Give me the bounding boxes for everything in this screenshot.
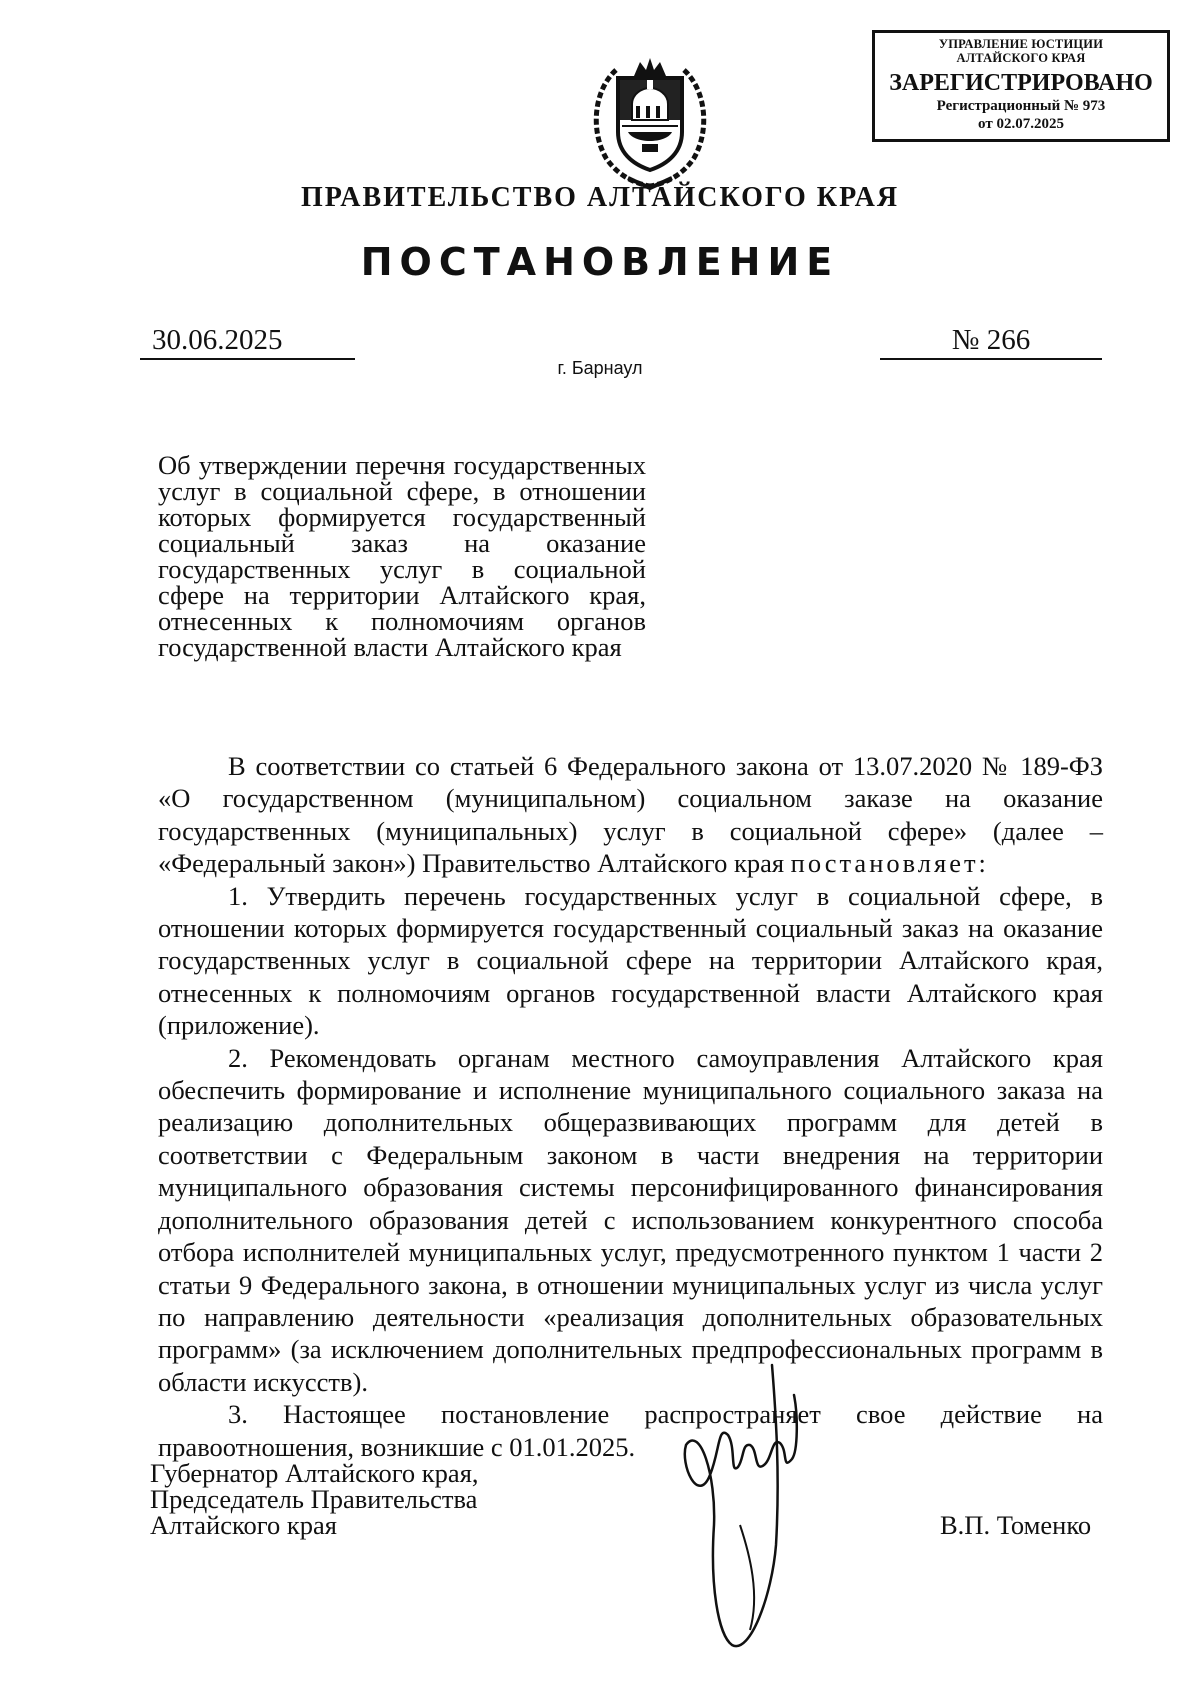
preamble [158, 750, 1103, 880]
government-title: ПРАВИТЕЛЬСТВО АЛТАЙСКОГО КРАЯ [300, 182, 900, 213]
coat-of-arms-icon [576, 40, 724, 192]
document-date: 30.06.2025 [140, 322, 355, 360]
document-subject: Об утверждении перечня государственных услуг в социальной сфере, в отношении которых формируется государственный социальный заказ на оказание государственных услуг в социальной сфере на территории Алтайского края, отнесенных к полномочиям органов государственной власти Алтайского края [158, 450, 646, 662]
signer-line-2: Председатель Правительства [150, 1484, 478, 1514]
document-number: № 266 [880, 322, 1102, 360]
item-3: 3. Настоящее постановление распространяет свое действие на правоотношения, возникшие с 01.01.2025. [158, 1399, 1103, 1462]
stamp-date: от 02.07.2025 [978, 116, 1064, 132]
stamp-org-line2: АЛТАЙСКОГО КРАЯ [956, 51, 1086, 65]
document-type: ПОСТАНОВЛЕНИЕ [360, 240, 840, 284]
item-2: 2. Рекомендовать органам местного самоуправления Алтайского края обеспечить формирование и исполнение муниципального социального заказа на реализацию дополнительных общеразвивающих программ для детей в соответствии с Федеральным законом в части внедрения на территории муниципального образования системы персонифицированного финансирования дополнительного образования детей с использованием конкурентного способа отбора исполнителей муниципальных услуг, предусмотренного пунктом 1 части 2 статьи 9 Федерального закона, в отношении муниципальных услуг из числа услуг по направлению деятельности «реализация дополнительных образовательных программ» (за исключением дополнительных предпрофессиональных программ в области искусств). [158, 1042, 1103, 1397]
stamp-org-line1: УПРАВЛЕНИЕ ЮСТИЦИИ [938, 37, 1104, 51]
signature-icon [680, 1355, 830, 1665]
preamble-verb: постановляет: [790, 848, 989, 879]
stamp-status: ЗАРЕГИСТРИРОВАНО [889, 70, 1153, 96]
registration-stamp [872, 30, 1170, 142]
signer-line-3: Алтайского края [150, 1510, 337, 1540]
signer-title [150, 1460, 550, 1538]
stamp-reg-number: Регистрационный № 973 [936, 98, 1106, 114]
document-city: г. Барнаул [557, 358, 643, 378]
signer-name: В.П. Томенко [940, 1510, 1092, 1540]
item-1: 1. Утвердить перечень государственных услуг в социальной сфере, в отношении которых формируется государственный социальный заказ на оказание государственных услуг в социальной сфере на территории Алтайского края, отнесенных к полномочиям органов государственной власти Алтайского края (приложение). [158, 880, 1103, 1041]
preamble-text: В соответствии со статьей 6 Федерального закона от 13.07.2020 № 189-ФЗ «О государственном (муниципальном) социальном заказе на оказание государственных (муниципальных) услуг в социальной сфере» (далее – «Федеральный закон») Правительство Алтайского края [158, 751, 1103, 879]
signer-line-1: Губернатор Алтайского края, [150, 1458, 479, 1488]
document-body [158, 750, 1103, 1463]
